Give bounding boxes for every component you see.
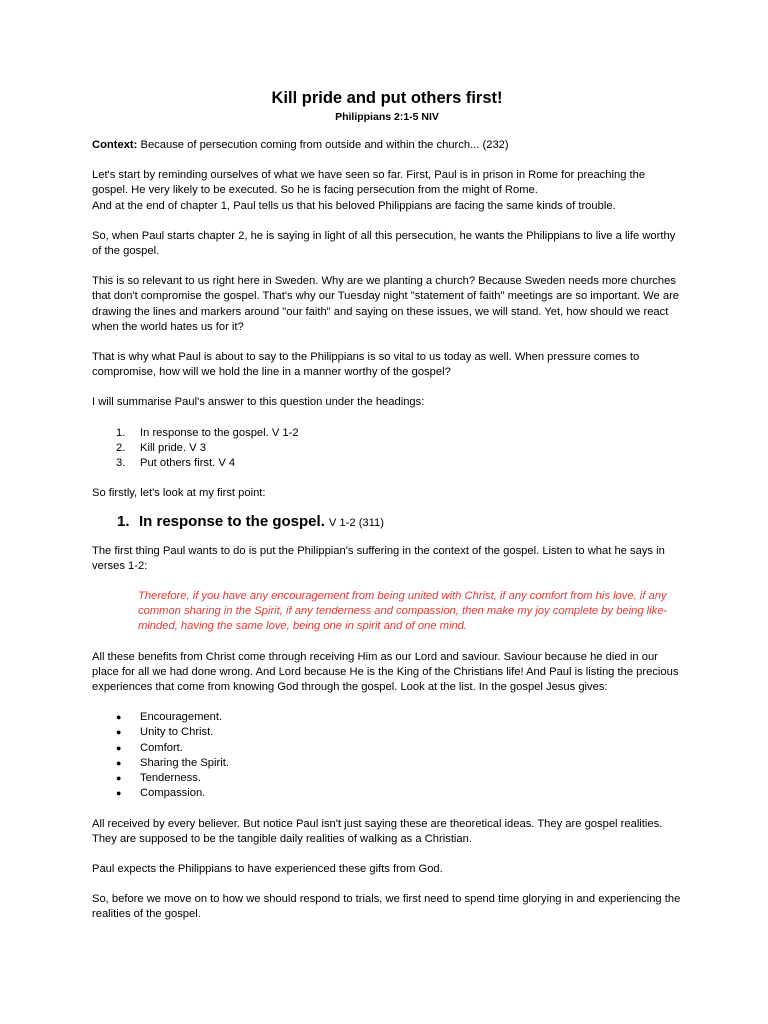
paragraph-first-point: So firstly, let's look at my first point:: [92, 487, 266, 500]
paragraph-intro-continued: And at the end of chapter 1, Paul tells us that his beloved Philippians are facing the same kinds of trouble.: [92, 199, 616, 212]
paragraph-intro: Let's start by reminding ourselves of what we have seen so far. First, Paul is in prison in Rome for preaching the gospel. He very likely to be executed. So he is facing persecution from the might of Rome.: [92, 169, 646, 197]
context-label: Context:: [92, 139, 138, 151]
paragraph-expectation: Paul expects the Philippians to have experienced these gifts from God.: [92, 862, 443, 875]
list-item: ● Unity to Christ.: [116, 726, 214, 739]
list-item: 1. In response to the gospel. V 1-2: [116, 426, 299, 439]
headings-list: [92, 426, 682, 472]
gifts-list: [92, 710, 682, 801]
paragraph-summary-intro: I will summarise Paul's answer to this question under the headings:: [92, 396, 425, 409]
paragraph-benefits: All these benefits from Christ come through receiving Him as our Lord and saviour. Saviour because he died in our place for all we had done wrong. And Lord because He is the King of the Christians life! And Paul is listing the precious experiences that come from knowing God through the gospel. Look at the list. In the gospel Jesus gives:: [92, 650, 679, 694]
list-item: 2. Kill pride. V 3: [116, 441, 206, 454]
list-item: 3. Put others first. V 4: [116, 457, 236, 470]
section-heading: 1. In response to the gospel. V 1-2 (311): [117, 513, 384, 531]
list-item: ● Compassion.: [116, 787, 206, 800]
paragraph-chapter-two: So, when Paul starts chapter 2, he is saying in light of all this persecution, he wants the Philippians to live a life worthy of the gospel.: [92, 229, 676, 258]
paragraph-sweden: This is so relevant to us right here in Sweden. Why are we planting a church? Because Sweden needs more churches that don't compromise the gospel. That's why our Tuesday night "statement of faith" meetings are so important. We are drawing the lines and markers around "our faith" and saying on these issues, we will stand. Yet, how should we react when the world hates us for it?: [92, 275, 680, 333]
context-paragraph: [92, 138, 682, 153]
document-title: Kill pride and put others first!: [271, 89, 503, 107]
list-item: ● Encouragement.: [116, 711, 223, 724]
scripture-reference: Philippians 2:1-5 NIV: [335, 111, 439, 123]
paragraph-glorying: So, before we move on to how we should respond to trials, we first need to spend time glorying in and experiencing the realities of the gospel.: [92, 893, 681, 921]
list-item: ● Comfort.: [116, 741, 183, 754]
scripture-quote: Therefore, if you have any encouragement from being united with Christ, if any comfort from his love, if any common sharing in the Spirit, if any tenderness and compassion, then make my joy complete by being like-minded, having the same love, being one in spirit and of one mind.: [138, 590, 668, 633]
paragraph-realities: All received by every believer. But notice Paul isn't just saying these are theoretical ideas. They are gospel realities. They are supposed to be the tangible daily realities of walking as a Christian.: [92, 817, 663, 845]
paragraph-pressure: That is why what Paul is about to say to the Philippians is so vital to us today as well. When pressure comes to compromise, how will we hold the line in a manner worthy of the gospel?: [92, 351, 640, 379]
document-page: [92, 88, 682, 923]
list-item: ● Sharing the Spirit.: [116, 756, 229, 769]
list-item: ● Tenderness.: [116, 772, 201, 785]
context-text: Because of persecution coming from outside and within the church... (232): [137, 139, 509, 151]
paragraph-context-gospel: The first thing Paul wants to do is put the Philippian's suffering in the context of the gospel. Listen to what he says in verses 1-2:: [92, 544, 665, 572]
